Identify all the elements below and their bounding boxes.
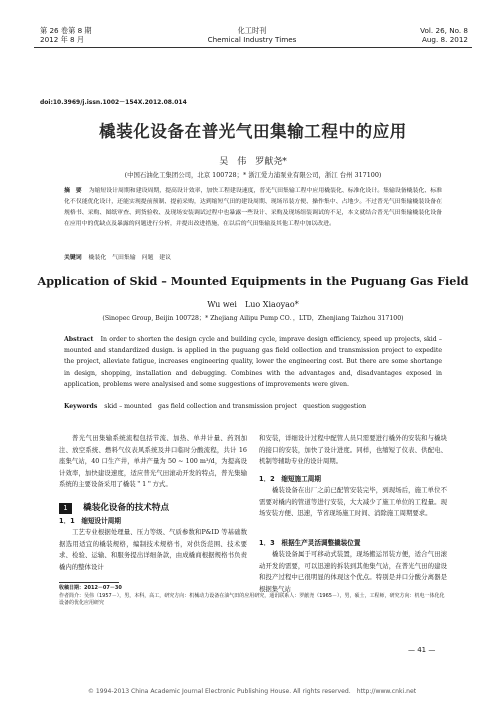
- subsection-1-3: 1．3 根据生产灵活调整撬装位置: [259, 539, 361, 547]
- abstract-cn: [64, 186, 442, 230]
- title-en: Application of Skid – Mounted Equipments in the Puguang Gas Field: [37, 274, 469, 288]
- subsection-1-1: 1．1 缩短设计周期: [59, 517, 121, 525]
- header-journal-en: Chemical Industry Times: [207, 35, 297, 44]
- page-number: — 41 —: [408, 646, 436, 654]
- copyright-line: © 1994-2013 China Academic Journal Electronic Publishing House. All rights reserved. http://www.cnki.net: [87, 688, 417, 695]
- header-journal: [180, 26, 324, 44]
- header-issue-right: [402, 26, 468, 44]
- abstract-en-text: In order to shorten the design cycle and building cycle, imprave design efficiency, speed up projects, skid – mounted and standardized dusign. is applied in the puguang gas field collection and transmission project to expedite the project, alleviate fatigue, increases engineering quality, lower the engineering cost. But there are some shortange in design, shopping, installation and debugging. Combines with the advantages and, disadvantages exposed in application, problems were analysised and some suggestions of improvements were given.: [64, 336, 443, 388]
- footnote-author-bio: 作者简介：吴伟（1957－），男，本科，高工，研究方向：机械动力设备在油气田的应用研究，通讯联系人：罗献尧（1965－），男，硕士，工程师，研究方向：机电一体化化设备的优化应用研究: [59, 592, 445, 607]
- subsection-1-2-text: 橇装设备在出厂之前已配管安装完毕，到现场后，施工单位不需要对橇内的管道等进行安装，大大减少了施工单位的工程量。现场安装方便、迅速，节省现场施工时间、消除施工周期要求。: [259, 486, 447, 518]
- subsection-1-3-text: 橇装设备属于可移动式装置，现场搬运吊装方便，适合气田滚动开发的需要，可以迅速的拆装到其他集气站，在普光气田的建设和投产过程中已很明显的体现这个优点。特别是并口分酸分离器是根据集气站: [259, 550, 447, 593]
- affiliation-cn: (中国石油化工集团公司，北京 100728；* 浙江爱力浦泵业有限公司，浙江 台州 317100): [124, 171, 382, 179]
- abstract-en: [64, 334, 442, 390]
- header-date-cn: 2012 年 8 月: [40, 35, 85, 44]
- keywords-cn-label: 关键词: [64, 255, 82, 261]
- right-column-top: 和安装，详细设计过程中配管人员只需要进行橇外的安装和与橇块的接口的安装，加快了设计进度。同样，也缩短了仪表、供配电、机制等辅助专业的设计周期。: [259, 434, 447, 466]
- header-journal-cn: 化工时刊: [237, 26, 267, 35]
- authors-cn: 吴 伟 罗献尧*: [219, 157, 287, 167]
- subsection-1-2: 1．2 缩短施工周期: [259, 475, 321, 483]
- keywords-en: [64, 401, 442, 412]
- abstract-cn-label: 摘 要: [64, 188, 82, 194]
- section-1-title: 橇装化设备的技术特点: [83, 503, 170, 513]
- header-rule: [34, 47, 472, 48]
- section-1-number: 1: [59, 503, 72, 514]
- section-1-heading: [59, 495, 247, 514]
- affiliation-en: (Sinopec Group, Beijin 100728；* Zhejiang Ailipu Pump CO．，LTD，Zhenjiang Taizhou 317100): [102, 315, 404, 322]
- footnote: [59, 585, 447, 608]
- keywords-cn: [64, 253, 442, 264]
- footnote-received: 收稿日期：2012－07－30: [59, 585, 122, 591]
- authors-en: Wu wei Luo Xiaoyao*: [207, 300, 299, 309]
- keywords-cn-text: 橇装化 气田集输 问题 建议: [88, 255, 172, 261]
- header-volume-cn: 第 26 卷第 8 期: [40, 26, 92, 35]
- header-issue-left: [40, 26, 92, 44]
- subsection-1-1-text: 工艺专业根据处理量、压力等级、气质参数和P&ID 等基础数据选用适宜的橇装规格，编制技术规格书，对供货范围、技术要求、检验、运输、和服务提出详细条款，由成橇商根据规格书负责橇内的整体设计: [59, 528, 247, 571]
- intro-paragraph: 普光气田集输系统流程包括节流、加热、单井计量、药剂加注、放空系统、燃料气仪表风系统及井口临时分酸流程，共计 16 座集气站，40 口生产井，单井产量为 50 ~ 100 m³/d，为提高设计效率，加快建设速度，适应普光气田滚动开发的特点，普光集输系统的主要设备采用了橇装＂1＂方式。: [59, 434, 247, 489]
- title-cn: 橇装化设备在普光气田集输工程中的应用: [99, 122, 407, 141]
- doi: doi:10.3969/j.issn.1002－154X.2012.08.014: [40, 99, 187, 106]
- keywords-en-text: skid – mounted gas field collection and transmission project question suggestion: [104, 403, 367, 410]
- header-volume-en: Vol. 26, No. 8: [420, 26, 468, 35]
- abstract-en-label: Abstract: [64, 336, 94, 343]
- keywords-en-label: Keywords: [64, 403, 98, 410]
- header-date-en: Aug. 8. 2012: [421, 35, 468, 44]
- footnote-rule: [59, 582, 119, 583]
- abstract-cn-text: 为缩短设计周期和建设周期，提高设计效率，加快工程建设速度，普光气田集输工程中应用橇装化、标准化设计。集输设备橇装化、标准化不仅能优化设计，还能实现提前预制、提前采购，达到缩短气田的建设周期、现场吊装方便、操作集中、占地少。不过普光气田集输橇装设备在规格书、采购、图纸审查、到货验收、及现场安装调试过程中也暴露一些设计、采购及现场组装调试的不足，本文就结合普光气田集输橇装化设备在应用中的优缺点及暴露的问题进行分析，并提出改进措施，在以后的气田集输及其他工程中加以改进。: [64, 188, 443, 227]
